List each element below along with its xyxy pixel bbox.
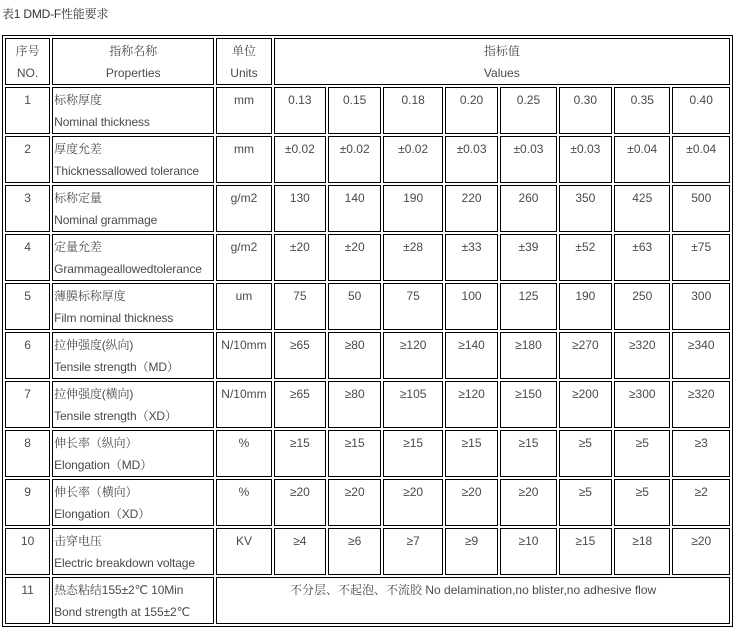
property-cn: 定量允差 <box>54 240 102 254</box>
row-number <box>5 332 50 379</box>
row-number <box>5 577 50 624</box>
value-text: 140 <box>344 191 365 205</box>
value-text: ≥20 <box>691 534 712 548</box>
property-en: Nominal thickness <box>54 115 150 129</box>
property-en: Tensile strength（MD） <box>54 360 179 374</box>
value-cell <box>445 381 498 428</box>
row-number <box>5 528 50 575</box>
value-cell <box>500 136 556 183</box>
value-cell <box>445 332 498 379</box>
value-text: ≥20 <box>403 485 424 499</box>
table-caption: 表1 DMD-F性能要求 <box>2 7 109 21</box>
value-text: 0.18 <box>401 93 425 107</box>
value-cell <box>328 234 381 281</box>
value-text: 125 <box>518 289 539 303</box>
row-number <box>5 185 50 232</box>
value-text: ≥200 <box>572 387 599 401</box>
value-cell <box>328 136 381 183</box>
unit-text: KV <box>235 534 252 548</box>
property-cell <box>52 283 214 330</box>
header-values <box>274 38 730 85</box>
value-cell <box>328 479 381 526</box>
row-number <box>5 479 50 526</box>
value-text: 190 <box>575 289 596 303</box>
table-row <box>5 185 730 232</box>
value-text: ≥320 <box>687 387 715 401</box>
value-text: 100 <box>461 289 482 303</box>
value-text: ≥180 <box>515 338 542 352</box>
value-text: 0.20 <box>459 93 484 107</box>
header-values-cn: 指标值 <box>483 44 520 58</box>
row-number-text: 2 <box>24 142 31 156</box>
property-cn: 伸长率（横向） <box>54 485 138 499</box>
value-text: ≥4 <box>293 534 307 548</box>
value-cell <box>328 185 381 232</box>
unit-cell <box>216 479 271 526</box>
property-cell <box>52 381 214 428</box>
value-text: ≥20 <box>289 485 310 499</box>
value-text: ≥15 <box>344 436 365 450</box>
value-text: ≥9 <box>464 534 479 548</box>
row-number <box>5 136 50 183</box>
property-cell <box>52 577 214 624</box>
value-text: ≥20 <box>461 485 482 499</box>
value-text: ±0.02 <box>339 142 370 156</box>
value-cell <box>559 234 612 281</box>
value-cell <box>383 430 443 477</box>
value-text: ≥105 <box>399 387 427 401</box>
value-cell <box>274 234 326 281</box>
value-text: ±0.03 <box>513 142 544 156</box>
value-text: ≥15 <box>518 436 539 450</box>
value-text: ±63 <box>632 240 653 254</box>
value-text: 260 <box>518 191 539 205</box>
header-properties-cn: 指称名称 <box>109 44 158 58</box>
value-cell <box>274 185 326 232</box>
value-cell <box>500 87 556 134</box>
value-text: ≥340 <box>687 338 715 352</box>
unit-text: um <box>235 289 253 303</box>
header-units <box>216 38 271 85</box>
property-en: Elongation（XD） <box>54 507 151 521</box>
unit-text: % <box>238 485 250 499</box>
unit-text: mm <box>233 93 254 107</box>
row-number <box>5 87 50 134</box>
header-no-cn: 序号 <box>15 44 40 58</box>
value-cell <box>672 479 730 526</box>
value-cell <box>614 479 670 526</box>
value-text: 75 <box>293 289 307 303</box>
value-cell <box>500 430 556 477</box>
row-number-text: 6 <box>24 338 31 352</box>
value-text: ≥20 <box>518 485 539 499</box>
value-cell <box>672 136 730 183</box>
value-text: ≥120 <box>399 338 427 352</box>
property-cn: 击穿电压 <box>54 534 102 548</box>
table-row <box>5 381 730 428</box>
value-cell <box>559 185 612 232</box>
value-text: ±0.02 <box>398 142 429 156</box>
value-cell <box>328 528 381 575</box>
value-cell <box>614 283 670 330</box>
value-cell <box>500 528 556 575</box>
property-cn: 热态粘结155±2℃ 10Min <box>54 583 184 597</box>
value-text: ≥5 <box>635 485 649 499</box>
property-cn: 拉伸强度(纵向) <box>54 338 134 352</box>
row-number <box>5 283 50 330</box>
unit-cell <box>216 136 271 183</box>
value-text: ≥15 <box>403 436 424 450</box>
header-values-en: Values <box>483 66 520 80</box>
property-en: Elongation（MD） <box>54 458 153 472</box>
unit-text: g/m2 <box>230 240 258 254</box>
bond-strength-note: 不分层、不起泡、不流胶 No delamination,no blister,no adhesive flow <box>290 583 657 597</box>
value-cell <box>383 87 443 134</box>
value-cell <box>383 528 443 575</box>
table-row <box>5 87 730 134</box>
row-number <box>5 381 50 428</box>
property-cell <box>52 332 214 379</box>
row-number-text: 10 <box>20 534 35 548</box>
value-cell <box>672 332 730 379</box>
row-number <box>5 430 50 477</box>
unit-cell <box>216 430 271 477</box>
value-text: ≥300 <box>628 387 656 401</box>
value-text: ≥5 <box>635 436 649 450</box>
value-cell <box>672 430 730 477</box>
table-row <box>5 283 730 330</box>
value-cell <box>614 381 670 428</box>
row-number-text: 4 <box>24 240 31 254</box>
value-cell <box>274 136 326 183</box>
header-no <box>5 38 50 85</box>
value-cell <box>383 381 443 428</box>
value-text: ±39 <box>518 240 539 254</box>
unit-text: g/m2 <box>230 191 258 205</box>
value-text: ≥120 <box>458 387 485 401</box>
row-number-text: 11 <box>21 583 34 597</box>
value-cell <box>445 185 498 232</box>
property-cell <box>52 430 214 477</box>
value-cell <box>614 528 670 575</box>
value-text: ±33 <box>461 240 482 254</box>
value-cell <box>274 381 326 428</box>
value-cell <box>328 87 381 134</box>
value-cell <box>614 136 670 183</box>
value-cell <box>614 332 670 379</box>
performance-requirements-table <box>2 35 733 627</box>
value-cell <box>559 332 612 379</box>
table-row <box>5 234 730 281</box>
value-text: ≥5 <box>578 436 592 450</box>
table-row <box>5 136 730 183</box>
value-text: ≥320 <box>628 338 656 352</box>
property-cn: 厚度允差 <box>54 142 102 156</box>
value-text: ≥150 <box>515 387 542 401</box>
unit-cell <box>216 381 271 428</box>
value-text: ≥10 <box>518 534 539 548</box>
value-cell <box>274 430 326 477</box>
value-cell <box>559 136 612 183</box>
value-text: ≥5 <box>578 485 592 499</box>
header-units-cn: 单位 <box>231 44 256 58</box>
value-cell <box>445 479 498 526</box>
value-text: 0.25 <box>516 93 541 107</box>
property-cell <box>52 528 214 575</box>
value-cell <box>328 381 381 428</box>
value-text: ±0.04 <box>686 142 717 156</box>
value-text: ±0.03 <box>456 142 487 156</box>
value-cell <box>500 381 556 428</box>
unit-cell <box>216 87 271 134</box>
property-cn: 薄膜标称厚度 <box>54 289 126 303</box>
value-cell <box>383 185 443 232</box>
value-text: ≥270 <box>572 338 599 352</box>
property-cn: 伸长率（纵向） <box>54 436 138 450</box>
value-text: ≥20 <box>344 485 365 499</box>
value-cell <box>672 381 730 428</box>
unit-cell <box>216 528 271 575</box>
table-row <box>5 528 730 575</box>
value-text: ±28 <box>403 240 424 254</box>
property-en: Film nominal thickness <box>54 311 174 325</box>
value-cell <box>672 185 730 232</box>
value-cell <box>383 283 443 330</box>
value-text: ≥6 <box>348 534 362 548</box>
value-cell <box>500 234 556 281</box>
value-cell <box>559 283 612 330</box>
value-cell <box>614 234 670 281</box>
value-text: ≥140 <box>458 338 485 352</box>
value-cell <box>274 528 326 575</box>
table-row-bond-strength <box>5 577 730 624</box>
value-cell <box>274 332 326 379</box>
value-cell <box>500 185 556 232</box>
header-no-en: NO. <box>16 66 39 80</box>
value-cell <box>614 185 670 232</box>
value-text: 190 <box>403 191 424 205</box>
value-cell <box>445 136 498 183</box>
property-cell <box>52 136 214 183</box>
value-cell <box>672 234 730 281</box>
property-en: Nominal grammage <box>54 213 158 227</box>
row-number <box>5 234 50 281</box>
value-text: 250 <box>632 289 653 303</box>
table-row <box>5 479 730 526</box>
value-text: ±0.04 <box>627 142 658 156</box>
row-number-text: 9 <box>24 485 31 499</box>
property-en: Bond strength at 155±2℃ <box>54 605 190 619</box>
value-cell <box>500 332 556 379</box>
value-cell <box>274 87 326 134</box>
value-cell <box>274 283 326 330</box>
property-cn: 标称定量 <box>54 191 102 205</box>
value-text: 500 <box>691 191 712 205</box>
property-en: Tensile strength（XD） <box>54 409 177 423</box>
table-row <box>5 430 730 477</box>
value-cell <box>445 528 498 575</box>
unit-text: N/10mm <box>221 387 267 401</box>
property-cell <box>52 185 214 232</box>
value-text: 130 <box>289 191 310 205</box>
property-en: Thicknessallowed tolerance <box>54 164 199 178</box>
value-cell <box>445 430 498 477</box>
value-text: 350 <box>575 191 596 205</box>
value-cell <box>672 87 730 134</box>
value-text: ±0.03 <box>570 142 601 156</box>
value-text: ≥65 <box>289 387 310 401</box>
value-text: 220 <box>461 191 482 205</box>
property-en: Grammageallowedtolerance <box>54 262 202 276</box>
table-row <box>5 332 730 379</box>
value-cell <box>445 234 498 281</box>
header-units-en: Units <box>230 66 258 80</box>
value-text: ≥80 <box>344 387 365 401</box>
value-cell <box>383 136 443 183</box>
value-text: ±0.02 <box>284 142 315 156</box>
value-cell <box>383 332 443 379</box>
value-text: ≥7 <box>406 534 420 548</box>
value-cell <box>614 430 670 477</box>
value-text: 50 <box>348 289 362 303</box>
value-cell <box>328 283 381 330</box>
value-cell <box>500 283 556 330</box>
row-number-text: 1 <box>24 93 31 107</box>
property-en: Electric breakdown voltage <box>54 556 195 570</box>
value-text: 0.13 <box>288 93 312 107</box>
value-text: ≥80 <box>344 338 365 352</box>
header-properties-en: Properties <box>105 66 161 80</box>
header-row <box>5 38 730 85</box>
value-text: ±75 <box>691 240 712 254</box>
value-text: ≥15 <box>289 436 310 450</box>
value-cell <box>672 528 730 575</box>
unit-text: N/10mm <box>221 338 267 352</box>
value-text: 425 <box>632 191 653 205</box>
value-text: ≥15 <box>575 534 596 548</box>
value-cell <box>328 430 381 477</box>
value-cell <box>383 234 443 281</box>
value-cell <box>614 87 670 134</box>
value-cell <box>445 87 498 134</box>
value-cell <box>559 430 612 477</box>
row-number-text: 3 <box>24 191 31 205</box>
value-cell <box>559 479 612 526</box>
value-cell <box>500 479 556 526</box>
value-cell <box>559 87 612 134</box>
row-number-text: 7 <box>24 387 31 401</box>
row-number-text: 5 <box>24 289 31 303</box>
value-text: 300 <box>691 289 712 303</box>
value-text: ±20 <box>344 240 365 254</box>
header-properties <box>52 38 214 85</box>
value-text: ≥15 <box>461 436 482 450</box>
unit-cell <box>216 283 271 330</box>
value-cell <box>445 283 498 330</box>
value-text: 0.30 <box>573 93 598 107</box>
value-text: 0.35 <box>630 93 654 107</box>
property-cn: 标称厚度 <box>54 93 102 107</box>
value-text: ≥65 <box>289 338 310 352</box>
value-text: 0.15 <box>343 93 367 107</box>
value-cell <box>672 283 730 330</box>
property-cell <box>52 479 214 526</box>
value-cell <box>274 479 326 526</box>
unit-text: mm <box>233 142 254 156</box>
value-text: 0.40 <box>689 93 713 107</box>
value-text: ±52 <box>575 240 596 254</box>
unit-cell <box>216 332 271 379</box>
unit-cell <box>216 234 271 281</box>
value-text: ±20 <box>289 240 310 254</box>
property-cell <box>52 87 214 134</box>
value-text: ≥18 <box>632 534 653 548</box>
unit-cell <box>216 185 271 232</box>
value-cell <box>328 332 381 379</box>
value-cell <box>559 381 612 428</box>
value-text: ≥3 <box>694 436 708 450</box>
property-cn: 拉伸强度(横向) <box>54 387 134 401</box>
value-cell <box>559 528 612 575</box>
unit-text: % <box>238 436 250 450</box>
value-text: 75 <box>406 289 420 303</box>
value-cell <box>383 479 443 526</box>
value-text: ≥2 <box>694 485 708 499</box>
bond-strength-requirement <box>216 577 730 624</box>
row-number-text: 8 <box>24 436 31 450</box>
property-cell <box>52 234 214 281</box>
